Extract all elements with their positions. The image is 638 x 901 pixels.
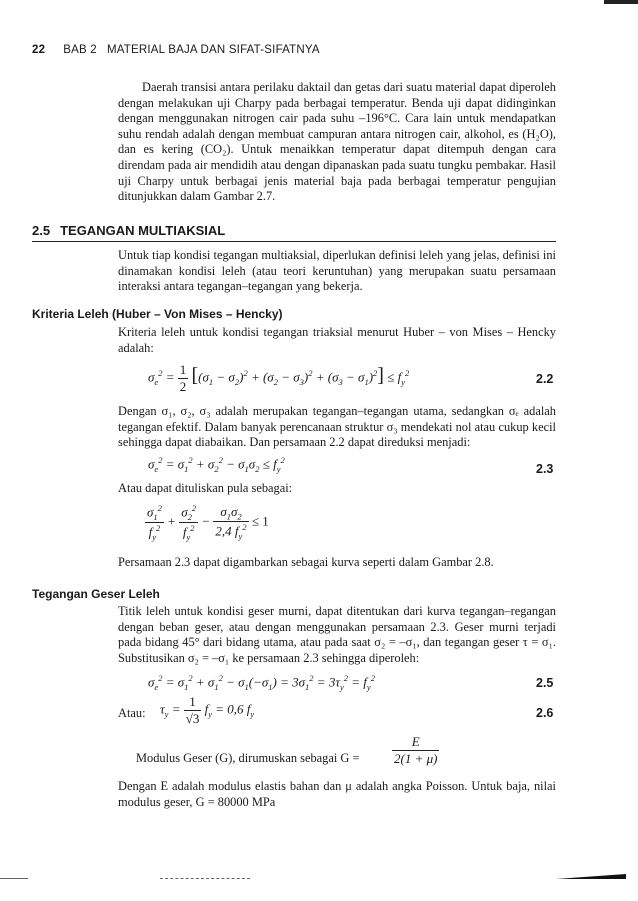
subsection-heading-geser: Tegangan Geser Leleh — [32, 587, 160, 601]
equation-2-3: $\sigma_e^2 = \sigma_1^2 + \sigma_2^2 - \sigma_1\sigma_2 \le f_y^2$ — [148, 455, 285, 474]
kriteria-paragraph-1: Kriteria leleh untuk kondisi tegangan triaksial menurut Huber – von Mises – Hencky adalah: — [118, 325, 556, 355]
section-number: 2.5 — [32, 223, 51, 238]
kriteria-paragraph-3: Atau dapat dituliskan pula sebagai: — [118, 481, 293, 495]
atau-label: Atau: — [118, 706, 146, 720]
kriteria-paragraph-2: Dengan σ₁, σ₂, σ₃ adalah merupakan tegangan–tegangan utama, sedangkan σₑ adalah tegangan efektif. Dalam banyak perencanaan struktur σ₃ mendekati nol atau cukup kecil sehingga dapat diabaikan. Dan persamaan 2.2 dapat direduksi menjadi: — [118, 404, 556, 450]
geser-paragraph-2: Dengan E adalah modulus elastis bahan dan μ adalah angka Poisson. Untuk baja, nilai modulus geser, G = 80000 MPa — [118, 779, 556, 809]
section-paragraph: Untuk tiap kondisi tegangan multiaksial, diperlukan definisi leleh yang jelas, definisi ini dinamakan kondisi leleh (atau teori keruntuhan) yang merupakan suatu persamaan interaksi antara tegangan–tegangan yang bekerja. — [118, 248, 556, 294]
modulus-text: Modulus Geser (G), dirumuskan sebagai G = — [136, 751, 360, 765]
scan-mark-right — [556, 874, 626, 879]
equation-2-2: $\sigma_e^2$ = $\frac{1}{2}$ $[(\sigma_1 - \sigma_2)^2 + (\sigma_2 - \sigma_3)^2 + (\sigma_3 - \sigma_1)^2] \le f_y^2$ — [148, 362, 410, 394]
running-title: BAB 2 MATERIAL BAJA DAN SIFAT-SIFATNYA — [63, 44, 320, 56]
subsection-heading-kriteria: Kriteria Leleh (Huber – Von Mises – Hencky) — [32, 307, 283, 321]
equation-number-2-3: 2.3 — [536, 462, 554, 476]
equation-number-2-2: 2.2 — [536, 372, 554, 386]
equation-number-2-6: 2.6 — [536, 706, 554, 720]
equation-2-5: $\sigma_e^2 = \sigma_1^2 + \sigma_1^2 - \sigma_1(-\sigma_1) = 3\sigma_1^2 = 3\tau_y^2 = f_y^2$ — [148, 673, 375, 692]
scan-mark-top-right — [604, 0, 638, 4]
equation-number-2-5: 2.5 — [536, 676, 554, 690]
equation-2-4: $\frac{\sigma_1^2}{f_y^2}$ + $\frac{\sigma_2^2}{f_y^2}$ − $\frac{\sigma_1\sigma_2}{2,4 f_y^2}$ ≤ 1 — [147, 503, 269, 542]
section-rule — [32, 241, 556, 242]
equation-shear-modulus: $\frac{E}{2(1 + \mu)}$ — [394, 734, 438, 766]
section-heading — [32, 223, 225, 238]
running-header — [32, 44, 320, 56]
intro-paragraph: Daerah transisi antara perilaku daktail dan getas dari suatu material dapat diperoleh dengan melakukan uji Charpy pada berbagai temperatur. Benda uji dapat didinginkan dengan menggunakan nitrogen cair pada suhu –196°C. Cara lain untuk mendapatkan suhu rendah adalah dengan membuat campuran antara nitrogen cair, alkohol, es (H₂O), dan es kering (CO₂). Untuk menaikkan temperatur dapat ditempuh dengan cara direndam pada air mendidih atau dengan dipanaskan pada suatu tungku pembakar. Hasil uji Charpy untuk berbagai jenis material baja pada berbagai temperatur pengujian ditunjukkan dalam Gambar 2.7. — [118, 80, 556, 204]
kriteria-paragraph-4: Persamaan 2.3 dapat digambarkan sebagai kurva seperti dalam Gambar 2.8. — [118, 555, 494, 569]
geser-paragraph-1: Titik leleh untuk kondisi geser murni, dapat ditentukan dari kurva tegangan–regangan dengan beban geser, atau dengan menggunakan persamaan 2.3. Geser murni terjadi pada bidang 45° dari bidang utama, atau pada saat σ₂ = –σ₁, dan tegangan geser τ = σ₁. Substitusikan σ₂ = –σ₁ ke persamaan 2.3 sehingga diperoleh: — [118, 604, 556, 665]
scan-mark-left — [0, 878, 28, 879]
section-title: TEGANGAN MULTIAKSIAL — [60, 223, 226, 238]
page-number: 22 — [32, 44, 46, 56]
scan-mark-center — [160, 878, 250, 879]
equation-2-6: $\tau_y$ = $\frac{1}{√3}$ $f_y = 0,6$ $f_y$ — [160, 694, 255, 726]
